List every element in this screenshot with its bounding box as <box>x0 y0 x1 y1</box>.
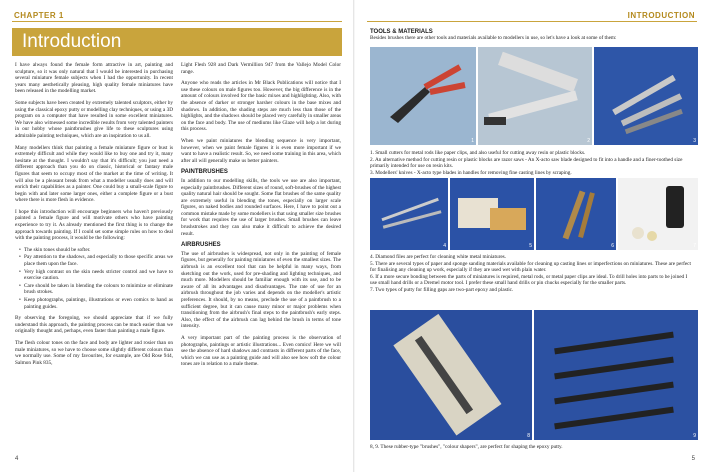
paragraph: Anyone who reads the articles in Mr Black Publications will notice that I use these colours on male figures too. However, the big difference is in the amount of colours involved for the basic mixes and highlighting. Also, with the absence of darker or stronger harsher colours in the base mixes and shadows. In addition, the shading steps are much less than those of the highlights, and the shadows should be placed very carefully in smaller areas on the face and body. The use of mediums like Glaze will help a lot during this process. <box>181 80 341 133</box>
header-rule <box>367 21 697 22</box>
paragraph: By observing the foregoing, we should appreciate that if we fully understand this approach, the painting process can be much easier than we originally thought and, perhaps, even faster than painting a male figure. <box>15 315 173 335</box>
paragraph: The flesh colour tones on the face and body are lighter and rosier than on male miniatures, so we have to choose some slightly different colours than we normally use. Some of my favourites, for example, are Old Rose 944, Salmon Pink 835, <box>15 339 173 366</box>
paragraph: Many modellers think that painting a female miniature figure or bust is extremely difficult and while they would like to buy one and try it, many hesitate at the thought. I wouldn't say that it's difficult; you just need a different approach than you do on classic, historical or fantasy male figures that seem to occupy most of the market at the time of writing. It will also be a pleasant break from what a modeller usually does and will enrich their capabilities as a painter. One could buy a small-scale figure to begin with and later some larger ones, either a complete figure or a bust where there is more flesh in evidence. <box>15 144 173 204</box>
paragraph: The use of airbrushes is widespread, not only in the painting of female figures, but generally for painting miniatures of even the smallest sizes. The airbrush is an excellent tool that can be helpful in many ways, from sketching out the work, used for pre-shading and lighting techniques, and much more. Modellers should be familiar enough with its use, and to be aware of all its advantages and disadvantages. The rate of use for an airbrush throughout the job varies and depends on the modeller's artistic preferences. It should, by no means, preclude the use of a paintbrush to a sufficient degree, but it can cause many minor or major problems when transitioning from the airbrush's final steps to the paintbrush's early steps. Also, the effect of the airbrush can lag behind the brush in terms of tone intensity. <box>181 250 341 330</box>
photo-hand-drills <box>536 178 616 250</box>
section-heading-paintbrushes: PAINTBRUSHES <box>181 169 228 176</box>
photo-cutters <box>370 47 476 145</box>
caption-group-b <box>370 254 695 294</box>
photo-razor-saws <box>478 47 592 145</box>
paragraph: When we paint miniatures the blending sequence is very important, however, when we paint female figures it is even more important if we want to have a realistic result. So, we need some training in this area, which after all will generally make us better painters. <box>181 137 341 164</box>
page-number: 4 <box>15 456 19 462</box>
list-item: • Care should be taken in blending the colours to minimize or eliminate brush strokes. <box>19 283 173 296</box>
paragraph: Some subjects have been created by extremely talented sculptors, either by using the classical epoxy putty or modelling clay techniques, or using a 3D program on a computer that have resulted in some excellent miniatures. We have also witnessed some incredible results from very talented painters in our hobby whose paintbrushes give life to these sculptures using admirable painting techniques, which are an inspiration to us all. <box>15 99 173 139</box>
caption: 5. There are several types of paper and sponge sanding materials available for cleaning up casting lines or imperfections on miniatures. These are perfect for finalising any cleaning up work, especially if they are used wet with plain water. <box>370 260 691 274</box>
paragraph: Light Flesh 928 and Dark Vermillion 947 from the Vallejo Model Color range. <box>181 62 341 75</box>
paragraph: In addition to our modelling skills, the tools we use are also important, especially paintbrushes. Different sizes of round, soft-brushes of the highest quality natural hair should be sought. Some flat brushes of the same quality are extremely useful in blending the tones, especially on larger scale figures, on naked bodies and rounded surfaces. Here, I have to point out a common mistake made by some modellers is that using smaller size brushes for work that requires the use of larger brushes. Small brushes can leave brushstrokes and they can also make it difficult to achieve the desired result. <box>181 177 341 237</box>
photo-number: 6 <box>611 243 614 249</box>
caption: 6. If a more secure bonding between the parts of miniatures is required, metal rods, or metal paper clips are ideal. To drill holes into parts to be joined I use small hand drills or a Dremel motor tool. I prefer these small hand drills or pin chucks especially for the smaller parts. <box>370 273 688 287</box>
photo-epoxy-putty <box>618 178 698 250</box>
photo-number: 5 <box>529 243 532 249</box>
caption: 7. Two types of putty for filling gaps are two-part epoxy and plastic. <box>370 286 514 293</box>
left-page <box>0 0 354 472</box>
photo-number: 9 <box>693 433 696 439</box>
photo-sanding-materials <box>450 178 534 250</box>
caption: 4. Diamond files are perfect for cleaning white metal miniatures. <box>370 254 507 260</box>
photo-number: 4 <box>443 243 446 249</box>
list-item: • Keep photographs, paintings, illustrations or even comics to hand as painting guides. <box>19 297 173 310</box>
section-heading-airbrushes: AIRBRUSHES <box>181 242 221 249</box>
chapter-label: CHAPTER 1 <box>14 11 64 20</box>
caption: 3. Modellers' knives - X-acto type blades in handles for removing fine casting lines by scraping. <box>370 169 572 176</box>
photo-number: 7 <box>693 243 696 249</box>
header-rule <box>12 21 342 22</box>
photo-colour-shapers <box>534 310 698 440</box>
caption: 1. Small cutters for metal rods like paper clips, and also useful for cutting away resin or plastic blocks. <box>370 150 586 156</box>
list-item: • Pay attention to the shadows, and especially to those specific areas we place them upon the face. <box>19 254 173 267</box>
photo-number: 1 <box>471 138 474 144</box>
photo-number: 2 <box>587 138 590 144</box>
left-column-2 <box>181 62 341 373</box>
page-title: Introduction <box>22 31 122 52</box>
page-number: 5 <box>691 456 695 462</box>
intro-text: Besides brushes there are other tools and materials available to modellers in use, so let's have a look at some of them: <box>370 35 617 41</box>
chapter-label: INTRODUCTION <box>627 11 695 20</box>
section-heading-tools: TOOLS & MATERIALS <box>370 29 433 35</box>
list-item: • The skin tones should be softer. <box>19 247 173 254</box>
paragraph: I have always found the female form attractive in art, painting and sculpture, so it was only natural that I would be interested in purchasing several miniature female subjects when I had the opportunity. In recent years many aesthetically pleasing, high quality female miniatures have been released in the modelling market. <box>15 62 173 95</box>
paragraph: I hope this introduction will encourage beginners who haven't previously painted a female figure and will motivate others who have painting experience to try it. As already mentioned the first thing is to change the approach towards painting. If I could set some simple rules on how to deal with the painting process, it would be the following: <box>15 208 173 242</box>
list-item: • Very high contrast on the skin needs stricter control and we have to exercise caution. <box>19 269 173 282</box>
paragraph: A very important part of the painting process is the observation of photographs, paintings or artistic illustrations... Even comics! Here we will see the absence of hard shadows and contrasts in different parts of the face, which we can use as a painting guide and will also see how soft the colour tones are in relation to a male theme. <box>181 334 341 368</box>
rules-list <box>19 247 173 310</box>
photo-diamond-files <box>370 178 448 250</box>
photo-number: 8 <box>527 433 530 439</box>
left-column-1 <box>15 62 173 371</box>
caption-c: 8, 9. These rubber-type "brushes", "colour shapers", are perfect for shaping the epoxy putty. <box>370 444 563 450</box>
title-banner <box>12 28 342 56</box>
caption-group-a <box>370 150 695 176</box>
caption: 2. An alternative method for cutting resin or plastic blocks are razor saws - An X-acto saw blade designed to fit into a handle and a finer-toothed size primarily intended for use on resin kits. <box>370 156 683 170</box>
photo-number: 3 <box>693 138 696 144</box>
right-page <box>355 0 709 472</box>
photo-colour-shapers-packaged <box>370 310 532 440</box>
photo-modellers-knives <box>594 47 698 145</box>
